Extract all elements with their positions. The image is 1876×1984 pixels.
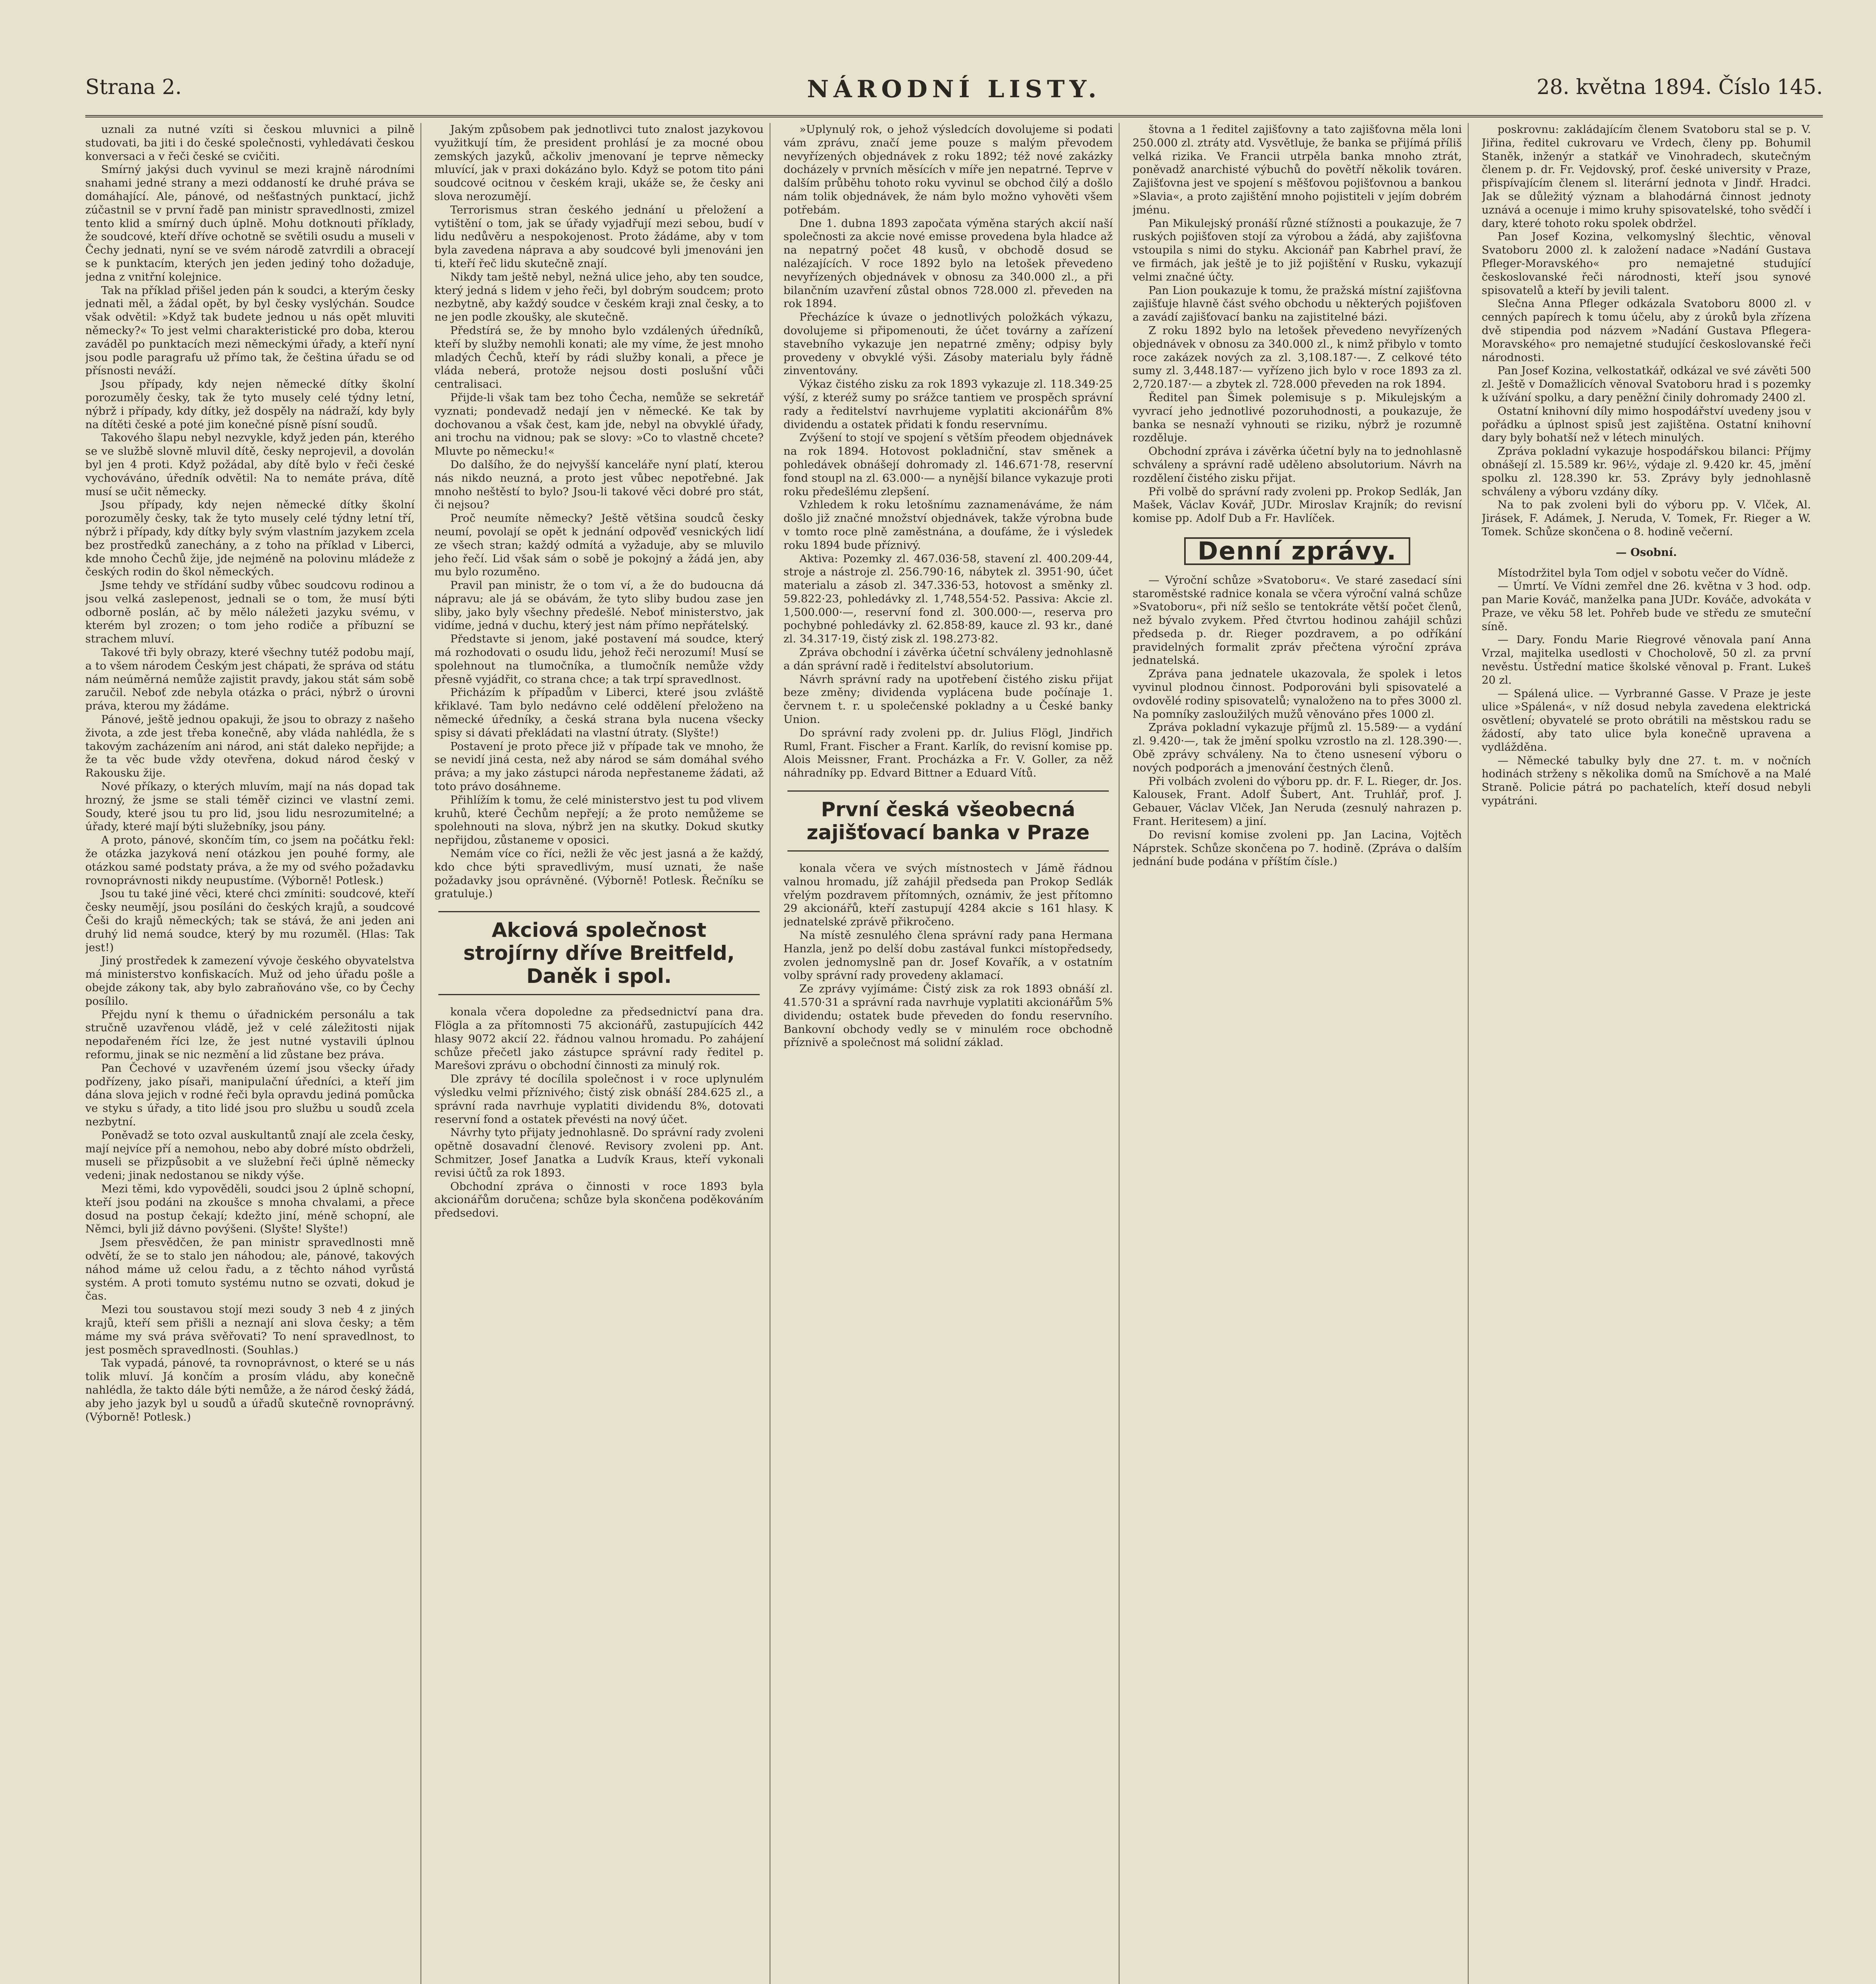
article-paragraph: Slečna Anna Pfleger odkázala Svatoboru 8000 zl. v cenných papírech k tomu účelu, aby z úroků byla zřízena dvě stipendia pod názvem »Nadání Gustava Pflegera-Moravského« pro nemajetné studující českoslovanské řeči národnosti. bbox=[1482, 297, 1811, 364]
article-paragraph: Takového šlapu nebyl nezvykle, když jeden pán, kterého se ve službě slovně mluvil dítě, česky neprojevil, a dovolán byl jen 4 proti. Když požádal, aby dítě bylo v řeči české vychováváno, úředník odvětil: Na to nemáte práva, dítě musí se učit německy. bbox=[85, 431, 415, 498]
section-title-denni-zpravy: Denní zprávy. bbox=[1184, 537, 1410, 565]
article-paragraph: Zpráva obchodní i závěrka účetní schváleny jednohlasně a dán správní radě i ředitelství absolutorium. bbox=[783, 646, 1113, 672]
article-paragraph: Při volbách zvoleni do výboru pp. dr. F. L. Rieger, dr. Jos. Kalousek, Frant. Adolf Šubert, Ant. Truhlář, prof. J. Gebauer, Václav Vlček, Jan Neruda (zesnulý nahrazen p. Frant. Heritesem) a jiní. bbox=[1133, 775, 1462, 828]
article-paragraph: Zvýšení to stojí ve spojení s větším přeodem objednávek na rok 1894. Hotovost pokladniční, stav směnek a pohledávek obnášejí dohromady zl. 146.671·78, reservní fond stoupl na zl. 63.000·— a nynější bilance vykazuje proti roku předešlému zlepšení. bbox=[783, 431, 1113, 498]
article-paragraph: Nemám více co říci, nežli že věc jest jasná a že každý, kdo chce býti spravedlivým, musí uznati, že naše požadavky jsou oprávněné. (Výborně! Potlesk. Řečníku se gratuluje.) bbox=[434, 847, 764, 900]
article-paragraph: Pravil pan ministr, že o tom ví, a že do budoucna dá nápravu; ale já se obávám, že tyto sliby budou zase jen sliby, jako byly všechny předešlé. Neboť ministerstvo, jak vidíme, jedná v duchu, který jest nám přímo nepřátelský. bbox=[434, 579, 764, 632]
article-paragraph: Dne 1. dubna 1893 započata výměna starých akcií naší společnosti za akcie nové emisse provedena byla hladce až na nepatrný počet 48 kusů, v obchodě dosud se nalézajících. V roce 1892 bylo na letošek převedeno nevyřízených objednávek v obnosu za 340.000 zl., a při bilančním uzavření zůstal obnos 728.000 zl. převeden na rok 1894. bbox=[783, 217, 1113, 310]
article-paragraph: Obchodní zpráva o činnosti v roce 1893 byla akcionářům doručena; schůze byla skončena poděkováním předsedovi. bbox=[434, 1180, 764, 1220]
article-paragraph: Mezi těmi, kdo vypověděli, soudci jsou 2 úplně schopní, kteří jsou podáni na zkoušce s mnoha chvalami, a přece dosud na postup čekají; kdežto jiní, méně schopní, ale Němci, byli již dávno povýšeni. (Slyšte! Slyšte!) bbox=[85, 1182, 415, 1236]
article-paragraph: Jiný prostředek k zamezení vývoje českého obyvatelstva má ministerstvo konfiskacích. Muž od jeho úřadu pošle a obejde zákony tak, aby bylo zabraňováno vše, co by Čechy posílilo. bbox=[85, 954, 415, 1007]
article-paragraph: Jsou tu také jiné věci, které chci zmíniti: soudcové, kteří česky neumějí, jsou posíláni do českých krajů, a soudcové Češi do krajů německých; tak se stává, že ani jeden ani druhý lid nemá soudce, který by mu rozuměl. (Hlas: Tak jest!) bbox=[85, 887, 415, 954]
column-rule bbox=[1468, 123, 1469, 1984]
page-label: Strana 2. bbox=[85, 75, 182, 99]
short-news bbox=[1482, 567, 1811, 808]
article-paragraph: Pan Josef Kozina, velkomyslný šlechtic, věnoval Svatoboru 2000 zl. k založení nadace »Nadání Gustava Pfleger-Moravského« pro nemajetné studující českoslovanské řeči národnosti, kteří jsou synové spisovatelů a kteří by jevili talent. bbox=[1482, 230, 1811, 297]
column-2-article bbox=[434, 123, 764, 901]
article-paragraph: Terrorismus stran českého jednání u přeložení a vytištění o tom, jak se úřady vyjadřují mezi sebou, budí v lidu nedůvěru a nespokojenost. Proto žádáme, aby v tom byla zavedena náprava a aby soudcové byli jmenováni jen ti, kteří řeč lidu skutečně znají. bbox=[434, 203, 764, 270]
article-paragraph: Přejdu nyní k themu o úřadnickém personálu a tak stručně uzavřenou vládě, jež v celé záležitosti nijak nepodařeném říci lze, že jest nutné vystavili úplnou reformu, jinak se nic nezmění a lid zůstane bez práva. bbox=[85, 1008, 415, 1061]
article-paragraph: Nikdy tam ještě nebyl, nežná ulice jeho, aby ten soudce, který jedná s lidem v jeho řeči, byl dobrým soudcem; proto nezbytně, aby každý soudce v českém kraji znal česky, a to ne jen podle zkoušky, ale skutečně. bbox=[434, 270, 764, 324]
article-paragraph: Zpráva pana jednatele ukazovala, že spolek i letos vyvinul plodnou činnost. Podporováni byli spisovatelé a ovdovělé rodiny spisovatelů; vynaloženo na to přes 3000 zl. Na pomníky zasloužilých mužů věnováno přes 1000 zl. bbox=[1133, 667, 1462, 721]
article-paragraph: Předstírá se, že by mnoho bylo vzdálených úředníků, kteří by služby nemohli konati; ale my víme, že jest mnoho mladých Čechů, kteří by rádi služby konali, a přece je vláda neberá, protože nejsou dosti poslušní vůči centralisaci. bbox=[434, 324, 764, 391]
article-paragraph: Jakým způsobem pak jednotlivci tuto znalost jazykovou využitkují tím, že president prohlásí je za mocné obou zemských jazyků, ačkoliv jmenovaní je teprve německy mluvící, jak v praxi dokázáno bylo. Když se potom tito páni soudcové ocitnou v českém kraji, ukáže se, že česky ani slova nerozumějí. bbox=[434, 123, 764, 203]
headline-breitfeld: Akciová společnost strojírny dříve Breitfeld, Daněk i spol. bbox=[438, 911, 760, 995]
article-paragraph: Představte si jenom, jaké postavení má soudce, který má rozhodovati o osudu lidu, jehož řeči nerozumí! Musí se spolehnout na tlumočníka, a tlumočník nemůže vždy přesně vyjádřit, co strana chce; a tak trpí spravedlnost. bbox=[434, 632, 764, 686]
article-paragraph: Zpráva pokladní vykazuje příjmů zl. 15.589·— a vydání zl. 9.420·—, tak že jmění spolku vzrostlo na zl. 128.390·—. Obě zprávy schváleny. Na to čteno usnesení výboru o nových podporách a jmenování čestných členů. bbox=[1133, 721, 1462, 774]
column-1 bbox=[85, 123, 415, 1984]
column-1-article bbox=[85, 123, 415, 1424]
column-3-article bbox=[783, 123, 1113, 780]
article-paragraph: Přecházíce k úvaze o jednotlivých položkách výkazu, dovolujeme si připomenouti, že účet továrny a zařízení stavebního vykazuje jen nepatrné změny; odpisy byly provedeny v obvyklé výši. Zásoby materialu byly řádně zinventovány. bbox=[783, 311, 1113, 377]
article-paragraph: Postavení je proto přece již v případe tak ve mnoho, že se nevidí jiná cesta, než aby národ se sám domáhal svého práva; a my jako zástupci národa nepřestaneme žádati, až toto právo dosáhneme. bbox=[434, 740, 764, 793]
article-paragraph: Pánové, ještě jednou opakuji, že jsou to obrazy z našeho života, a zde jest třeba konečně, aby vláda nahlédla, že s takovým zacházením ani národ, ani stát daleko nepřijde; a že ta věc bude vždy otevřena, dokud národ český v Rakousku žije. bbox=[85, 713, 415, 780]
article-paragraph: Ze zprávy vyjímáme: Čistý zisk za rok 1893 obnáší zl. 41.570·31 a správní rada navrhuje vyplatiti akcionářům 5% dividendu; ostatek bude převeden do fondu reservního. Bankovní obchody vedly se v minulém roce obchodně příznivě a společnost má solidní základ. bbox=[783, 982, 1113, 1049]
article-paragraph: Pan Lion poukazuje k tomu, že pražská místní zajišťovna zajišťuje hlavně část svého obchodu u některých pojišťoven a zavádí zajišťovací banku na zajistitelné bázi. bbox=[1133, 284, 1462, 324]
article-paragraph: konala včera ve svých místnostech v Jámě řádnou valnou hromadu, jíž zahájil předseda pan Prokop Sedlák vřelým pozdravem přítomných, oznámiv, že jest přítomno 29 akcionářů, kteří zastupují 4284 akcie s 161 hlasy. K jednatelské zprávě přikročeno. bbox=[783, 862, 1113, 929]
column-4-article bbox=[1133, 123, 1462, 525]
zajistovaci-banka-article bbox=[783, 862, 1113, 1050]
column-4 bbox=[1133, 123, 1462, 1984]
article-paragraph: A proto, pánové, skončím tím, co jsem na počátku řekl: že otázka jazyková není otázkou jen pouhé formy, ale otázkou samé podstaty práva, a že my od svého požadavku rovnoprávnosti nikdy neupustíme. (Výborně! Potlesk.) bbox=[85, 834, 415, 887]
date-issue: 28. května 1894. Číslo 145. bbox=[1536, 75, 1823, 99]
article-paragraph: Takové tři byly obrazy, které všechny tutéž podobu mají, a to všem národem Českým jest chápati, že správa od státu nám neúměrná nemůže zajistit pravdy, jakou stát sám sobě zaručil. Neboť zde nebyla otázka o práci, nýbrž o úrovni práva, kterou my žádáme. bbox=[85, 646, 415, 713]
article-paragraph: Jsme tehdy ve střídání sudby vůbec soudcovu rodinou a jsou velká zaslepenost, jednali se o tom, že musí býti odborně poslán, ač by mělo náležeti jazyku svému, v kterém byl zrozen; o tom jeho rodiče a příbuzní se strachem mluví. bbox=[85, 579, 415, 646]
article-paragraph: Smírný jakýsi duch vyvinul se mezi krajně národními snahami jedné strany a mezi oddaností ke druhé práva se domáhající. Ale, pánové, od nešťastných punktací, jichž zúčastnil se v první řadě pan ministr spravedlnosti, zmizel tento klid a smírný duch úplně. Mohu dotknouti příklady, že soudcové, kteří dříve ochotně se světili osudu a museli v Čechy jednati, nyní se ve svém národě zatvrdili a obracejí se k punktacím, kterých jen jeden jediný toho dožaduje, jedna z vnitřní kolejnice. bbox=[85, 163, 415, 283]
article-paragraph: Do revisní komise zvoleni pp. Jan Lacina, Vojtěch Náprstek. Schůze skončena po 7. hodině. (Zpráva o dalším jednání bude podána v příštím čísle.) bbox=[1133, 828, 1462, 868]
article-paragraph: konala včera dopoledne za předsednictví pana dra. Flögla a za přítomnosti 75 akcionářů, zastupujících 442 hlasy 9072 akcií 22. řádnou valnou hromadu. Po zahájení schůze přečetl jako zástupce správní rady ředitel p. Marešovi zprávu o obchodní činnosti za minulý rok. bbox=[434, 1005, 764, 1072]
article-paragraph: Tak vypadá, pánové, ta rovnoprávnost, o které se u nás tolik mluví. Já končím a prosím vládu, aby konečně nahlédla, že takto dále býti nemůže, a že národ český žádá, aby jeho jazyk byl u soudů a úřadů skutečně rovnoprávný. (Výborně! Potlesk.) bbox=[85, 1357, 415, 1423]
article-paragraph: »Uplynulý rok, o jehož výsledcích dovolujeme si podati vám zprávu, značí jeme pouze s malým převodem nevyřízených objednávek z roku 1892; též nové zakázky docházely v prvních měsících v míře jen nepatrné. Teprve v dalším průběhu tohoto roku vyvinul se obchod čilý a došlo nám tolik objednávek, že nám bylo možno vyhověti všem potřebám. bbox=[783, 123, 1113, 216]
article-paragraph: Ostatní knihovní díly mimo hospodářství uvedeny jsou v pořádku a úplnost spisů jest zajištěna. Ostatní knihovní dary byly bohatší než v létech minulých. bbox=[1482, 404, 1811, 444]
article-paragraph: Vzhledem k roku letošnímu zaznamenáváme, že nám došlo již značné množství objednávek, takže výrobna bude v tomto roce plně zaměstnána, a doufáme, že i výsledek roku 1894 bude příznivý. bbox=[783, 498, 1113, 552]
article-paragraph: Poněvadž se toto ozval auskultantů znají ale zcela česky, mají nejvíce pří a nemohou, nebo aby dobré místo obdrželi, museli se přizpůsobit a ve služební řeči úplně německy vedeni; jinak nedostanou se nikdy výše. bbox=[85, 1128, 415, 1182]
article-paragraph: uznali za nutné vzíti si českou mluvnici a pilně studovati, ba jiti i do české společnosti, vyhledávati českou konversaci a v řeči české se cvičiti. bbox=[85, 123, 415, 163]
article-paragraph: Z roku 1892 bylo na letošek převedeno nevyřízených objednávek v obnosu za 340.000 zl., k nimž přibylo v tomto roce zakázek nových za zl. 3,108.187·—. Z celkové této sumy zl. 3,448.187·— vyřízeno jich bylo v roce 1893 za zl. 2,720.187·— a zbytek zl. 728.000 převeden na rok 1894. bbox=[1133, 324, 1462, 391]
masthead bbox=[85, 71, 1823, 117]
article-paragraph: Místodržitel byla Tom odjel v sobotu večer do Vídně. bbox=[1498, 566, 1788, 579]
article-paragraph: Zpráva pokladní vykazuje hospodářskou bilanci: Příjmy obnášejí zl. 15.589 kr. 96½, výdaje zl. 9.420 kr. 45, jmění spolku zl. 128.390 kr. 53. Zprávy byly jednohlasně schváleny a výboru vzdány díky. bbox=[1482, 445, 1811, 498]
article-paragraph: Obchodní zpráva i závěrka účetní byly na to jednohlasně schváleny a správní radě uděleno absolutorium. Návrh na rozdělení čistého zisku přijat. bbox=[1133, 445, 1462, 484]
column-5-article bbox=[1482, 123, 1811, 539]
article-paragraph: Do dalšího, že do nejvyšší kanceláře nyní platí, kterou nás nikdo neuzná, a proto jest vůbec nepotřebné. Jak mnoho neštěstí to bylo? Jsou-li takové věci dobré pro stát, či nejsou? bbox=[434, 458, 764, 511]
article-paragraph: Jsem přesvědčen, že pan ministr spravedlnosti mně odvětí, že se to stalo jen náhodou; ale, pánové, takových náhod máme už celou řadu, a z těchto náhod vyrůstá systém. A proti tomuto systému nutno se ozvati, dokud je čas. bbox=[85, 1236, 415, 1303]
column-2 bbox=[434, 123, 764, 1984]
article-paragraph: Na to pak zvoleni byli do výboru pp. V. Vlček, Al. Jirásek, F. Adámek, J. Neruda, V. Tomek, Fr. Rieger a W. Tomek. Schůze skončena o 8. hodině večerní. bbox=[1482, 498, 1811, 538]
article-paragraph: Přicházím k případům v Liberci, které jsou zvláště křiklavé. Tam bylo nedávno celé oddělení přeloženo na německé úředníky, a česká strana byla nucena všecky spisy si dávati překládati na vlastní útraty. (Slyšte!) bbox=[434, 686, 764, 739]
article-paragraph: Proč neumíte německy? Ještě většina soudců česky neumí, povolají se opět k jednání odpověď vesnických lidí ze všech stran; každý odmítá a vyžaduje, aby se mluvilo jeho řečí. Lid však sám o sobě je pokojný a žádá jen, aby mu bylo rozuměno. bbox=[434, 512, 764, 579]
article-paragraph: Ředitel pan Šimek polemisuje s p. Mikulejským a vyvrací jeho jednotlivé pozoruhodnosti, a poukazuje, že banka se nesnaží vyhnouti se riziku, nýbrž je rozumně rozděluje. bbox=[1133, 391, 1462, 444]
article-paragraph: — Spálená ulice. — Vyrbranné Gasse. V Praze je jeste ulice »Spálená«, v níž dosud nebyla zavedena elektrická osvětlení; obyvatelé se proto obrátili na městskou radu se žádostí, aby tato ulice byla konečně upravena a vydlážděna. bbox=[1482, 687, 1811, 754]
article-paragraph: Mezi tou soustavou stojí mezi soudy 3 neb 4 z jiných krajů, kteří sem přišli a neznají ani slova česky; a těm máme my svá práva svěřovati? To není spravedlnost, to jest posměch spravedlnosti. (Souhlas.) bbox=[85, 1303, 415, 1356]
article-paragraph: — Dary. Fondu Marie Riegrové věnovala paní Anna Vrzal, majitelka usedlosti v Chocholově, 50 zl. za první nevěstu. Ústřední matice školské věnoval p. Frant. Lukeš 20 zl. bbox=[1482, 633, 1811, 686]
headline-zajistovaci-banka: První česká všeobecná zajišťovací banka v Praze bbox=[787, 790, 1109, 852]
article-paragraph: Jsou případy, kdy nejen německé dítky školní porozuměly česky, tak že tyto musely celé týdny letní, nýbrž i případy, kdy dítky, jež dospěly na nádraží, kdy byly na dítěti české a poté jim konečné písně písní soudů. bbox=[85, 378, 415, 431]
breitfeld-article bbox=[434, 1005, 764, 1220]
article-paragraph: Do správní rady zvoleni pp. dr. Julius Flögl, Jindřich Ruml, Frant. Fischer a Frant. Karlík, do revisní komise pp. Alois Meissner, Frant. Procházka a Fr. V. Goller, za něž náhradníky pp. Edvard Bittner a Eduard Vítů. bbox=[783, 726, 1113, 780]
newspaper-title: NÁRODNÍ LISTY. bbox=[807, 75, 1101, 103]
article-paragraph: Nové příkazy, o kterých mluvím, mají na nás dopad tak hrozný, že jsme se stali téměř cizinci ve vlastní zemi. Soudy, které jsou tu pro lid, jsou lidu nesrozumitelné; a úřady, které mají býti služebníky, jsou pány. bbox=[85, 780, 415, 833]
article-paragraph: Tak na příklad přišel jeden pán k soudci, a kterým česky jednati měl, a žádal opět, by byl česky vyslýchán. Soudce však odvětil: »Když tak budete jednou u nás opět mluviti německy?« To jest velmi charakteristické pro doba, kterou zaváděl po punktacích mezi německými úřady, a kteří nyní jsou podle paragrafu už přímo tak, že čeština úřadu se od přísnosti neváží. bbox=[85, 284, 415, 377]
article-paragraph: Přijde-li však tam bez toho Čecha, nemůže se sekretář vyznati; pondevadž nedají jen v německé. Ke tak by dochovanou a však čest, kam jde, nebyl na obvyklé úřady, ani trochu na vidnou; pak se slovy: »Co to vlastně chcete? Mluvte po německu!« bbox=[434, 391, 764, 458]
article-paragraph: Pan Čechové v uzavřeném území jsou všecky úřady podřízeny, jako písaři, manipulační úředníci, a kteří jim dána slova jejich v rodné řeči byla opravdu jediná pomůcka ve styku s úřady, a tito lidé jsou pro službu u soudů zcela nezbytní. bbox=[85, 1061, 415, 1128]
article-paragraph: poskrovnu: zakládajícím členem Svatoboru stal se p. V. Jiřina, ředitel cukrovaru ve Vrdech, členy pp. Bohumil Staněk, inženýr a statkář ve Vinohradech, skutečným členem p. dr. Fr. Vejdovský, prof. české university v Praze, přispívajícím členem sl. literární jednota v Jindř. Hradci. Jak se důležitý význam a blahodárná činnost jednoty uznává a ocenuje i mimo kruhy spisovatelské, toho svědčí i dary, které tohoto roku spolek obdržel. bbox=[1482, 123, 1811, 230]
article-paragraph: Návrh správní rady na upotřebení čistého zisku přijat beze změny; dividenda vyplácena bude počínaje 1. červnem t. r. u společenské pokladny a u České banky Union. bbox=[783, 673, 1113, 726]
article-paragraph: Přihlížím k tomu, že celé ministerstvo jest tu pod vlivem kruhů, které Čechům nepřejí; a že proto nemůžeme se spolehnouti na slova, nýbrž jen na skutky. Dokud skutky nepřijdou, zůstaneme v oposici. bbox=[434, 793, 764, 847]
article-paragraph: Dle zprávy té docílila společnost i v roce uplynulém výsledku velmi příznivého; čistý zisk obnáší 284.625 zl., a správní rada navrhuje vyplatiti dividendu 8%, dotovati reservní fond a ostatek převésti na nový účet. bbox=[434, 1073, 764, 1126]
article-paragraph: Jsou případy, kdy nejen německé dítky školní porozuměly česky, tak že tyto musely celé týdny letní tří, nýbrž i případy, kdy dítky byly svým vlastním jazykem zcela bez prostředků zanechány, a z toho na příklad v Liberci, kde mnoho Čechů žije, jde nejméně na polovinu mládeže z českých rodin do škol německých. bbox=[85, 498, 415, 579]
article-paragraph: Pan Mikulejský pronáší různé stížnosti a poukazuje, že 7 ruských pojišťoven stojí za výrobou a žádá, aby zajišťovna vstoupila s nimi do styku. Akcionář pan Kabrhel praví, že ve firmách, jak ještě je to již pojištění v Rusku, vykazují velmi značné účty. bbox=[1133, 217, 1462, 283]
article-paragraph: Na místě zesnulého člena správní rady pana Hermana Hanzla, jenž po delší dobu zastával funkci místopředsedy, zvolen jednomyslně pan dr. Josef Kovařík, a v ostatním volby správní rady provedeny aklamací. bbox=[783, 929, 1113, 982]
article-paragraph: štovna a 1 ředitel zajišťovny a tato zajišťovna měla loni 250.000 zl. ztráty atd. Vysvětluje, že banka se přijímá příliš velká rizika. Ve Francii utrpěla banka mnoho ztrát, poněvadž anarchisté výbuchů do povětří několik továren. Zajišťovna jest ve spojení s měšťovou pojišťovnou a bankou »Slavia«, a proto zajištění mnoho pojistiteli v jejím dobrém jménu. bbox=[1133, 123, 1462, 216]
article-paragraph: — Výroční schůze »Svatoboru«. Ve staré zasedací síni staroměstské radnice konala se včera výroční valná schůze »Svatoboru«, při níž sešlo se tentokráte větší počet členů, než bývalo zvykem. Před čtvrtou hodinou zahájil schůzi předseda p. dr. Rieger pozdravem, a po odříkání pravidelných formalit zpráv přečtena výroční zpráva jednatelská. bbox=[1133, 573, 1462, 667]
column-5 bbox=[1482, 123, 1811, 1984]
article-paragraph: Při volbě do správní rady zvoleni pp. Prokop Sedlák, Jan Mašek, Václav Kovář, JUDr. Miroslav Krajník; do revisní komise pp. Adolf Dub a Fr. Havlíček. bbox=[1133, 485, 1462, 525]
article-paragraph: Pan Josef Kozina, velkostatkář, odkázal ve své závěti 500 zl. Ještě v Domažlicích věnoval Svatoboru hrad i s pozemky k užívání spolku, a dary peněžní činily dohromady 2400 zl. bbox=[1482, 364, 1811, 404]
article-paragraph: Výkaz čistého zisku za rok 1893 vykazuje zl. 118.349·25 výší, z kteréž sumy po srážce tantiem ve prospěch správní rady a ředitelství navrhujeme vyplatiti akcionářům 8% dividendu a ostatek přidati k fondu reservnímu. bbox=[783, 378, 1113, 431]
article-paragraph: Návrhy tyto přijaty jednohlasně. Do správní rady zvoleni opětně dosavadní členové. Revisory zvoleni pp. Ant. Schmitzer, Josef Janatka a Ludvík Kraus, kteří vykonali revisi účtů za rok 1893. bbox=[434, 1126, 764, 1179]
article-paragraph: — Úmrtí. Ve Vídni zemřel dne 26. května v 3 hod. odp. pan Marie Kováč, manželka pana JUDr. Kováče, advokáta v Praze, ve věku 58 let. Pohřeb bude ve středu ze smuteční síně. bbox=[1482, 580, 1811, 633]
article-paragraph: Aktiva: Pozemky zl. 467.036·58, stavení zl. 400.209·44, stroje a nástroje zl. 256.790·16, nábytek zl. 3951·90, účet materialu a zásob zl. 347.336·53, hotovost a směnky zl. 59.822·23, pohledávky zl. 1,748,554·52. Passiva: Akcie zl. 1,500.000·—, reservní fond zl. 300.000·—, reserva pro pochybné pohledávky zl. 62.858·89, kauce zl. 93 kr., dané zl. 34.317·19, čistý zisk zl. 198.273·82. bbox=[783, 552, 1113, 646]
denni-zpravy-article bbox=[1133, 574, 1462, 869]
column-3 bbox=[783, 123, 1113, 1984]
article-paragraph: — Německé tabulky byly dne 27. t. m. v nočních hodinách strženy s několika domů na Smíchově a na Malé Straně. Policie pátrá po pachatelích, kteří dosud nebyli vypátráni. bbox=[1482, 754, 1811, 807]
section-osobni: — Osobní. bbox=[1615, 546, 1677, 559]
